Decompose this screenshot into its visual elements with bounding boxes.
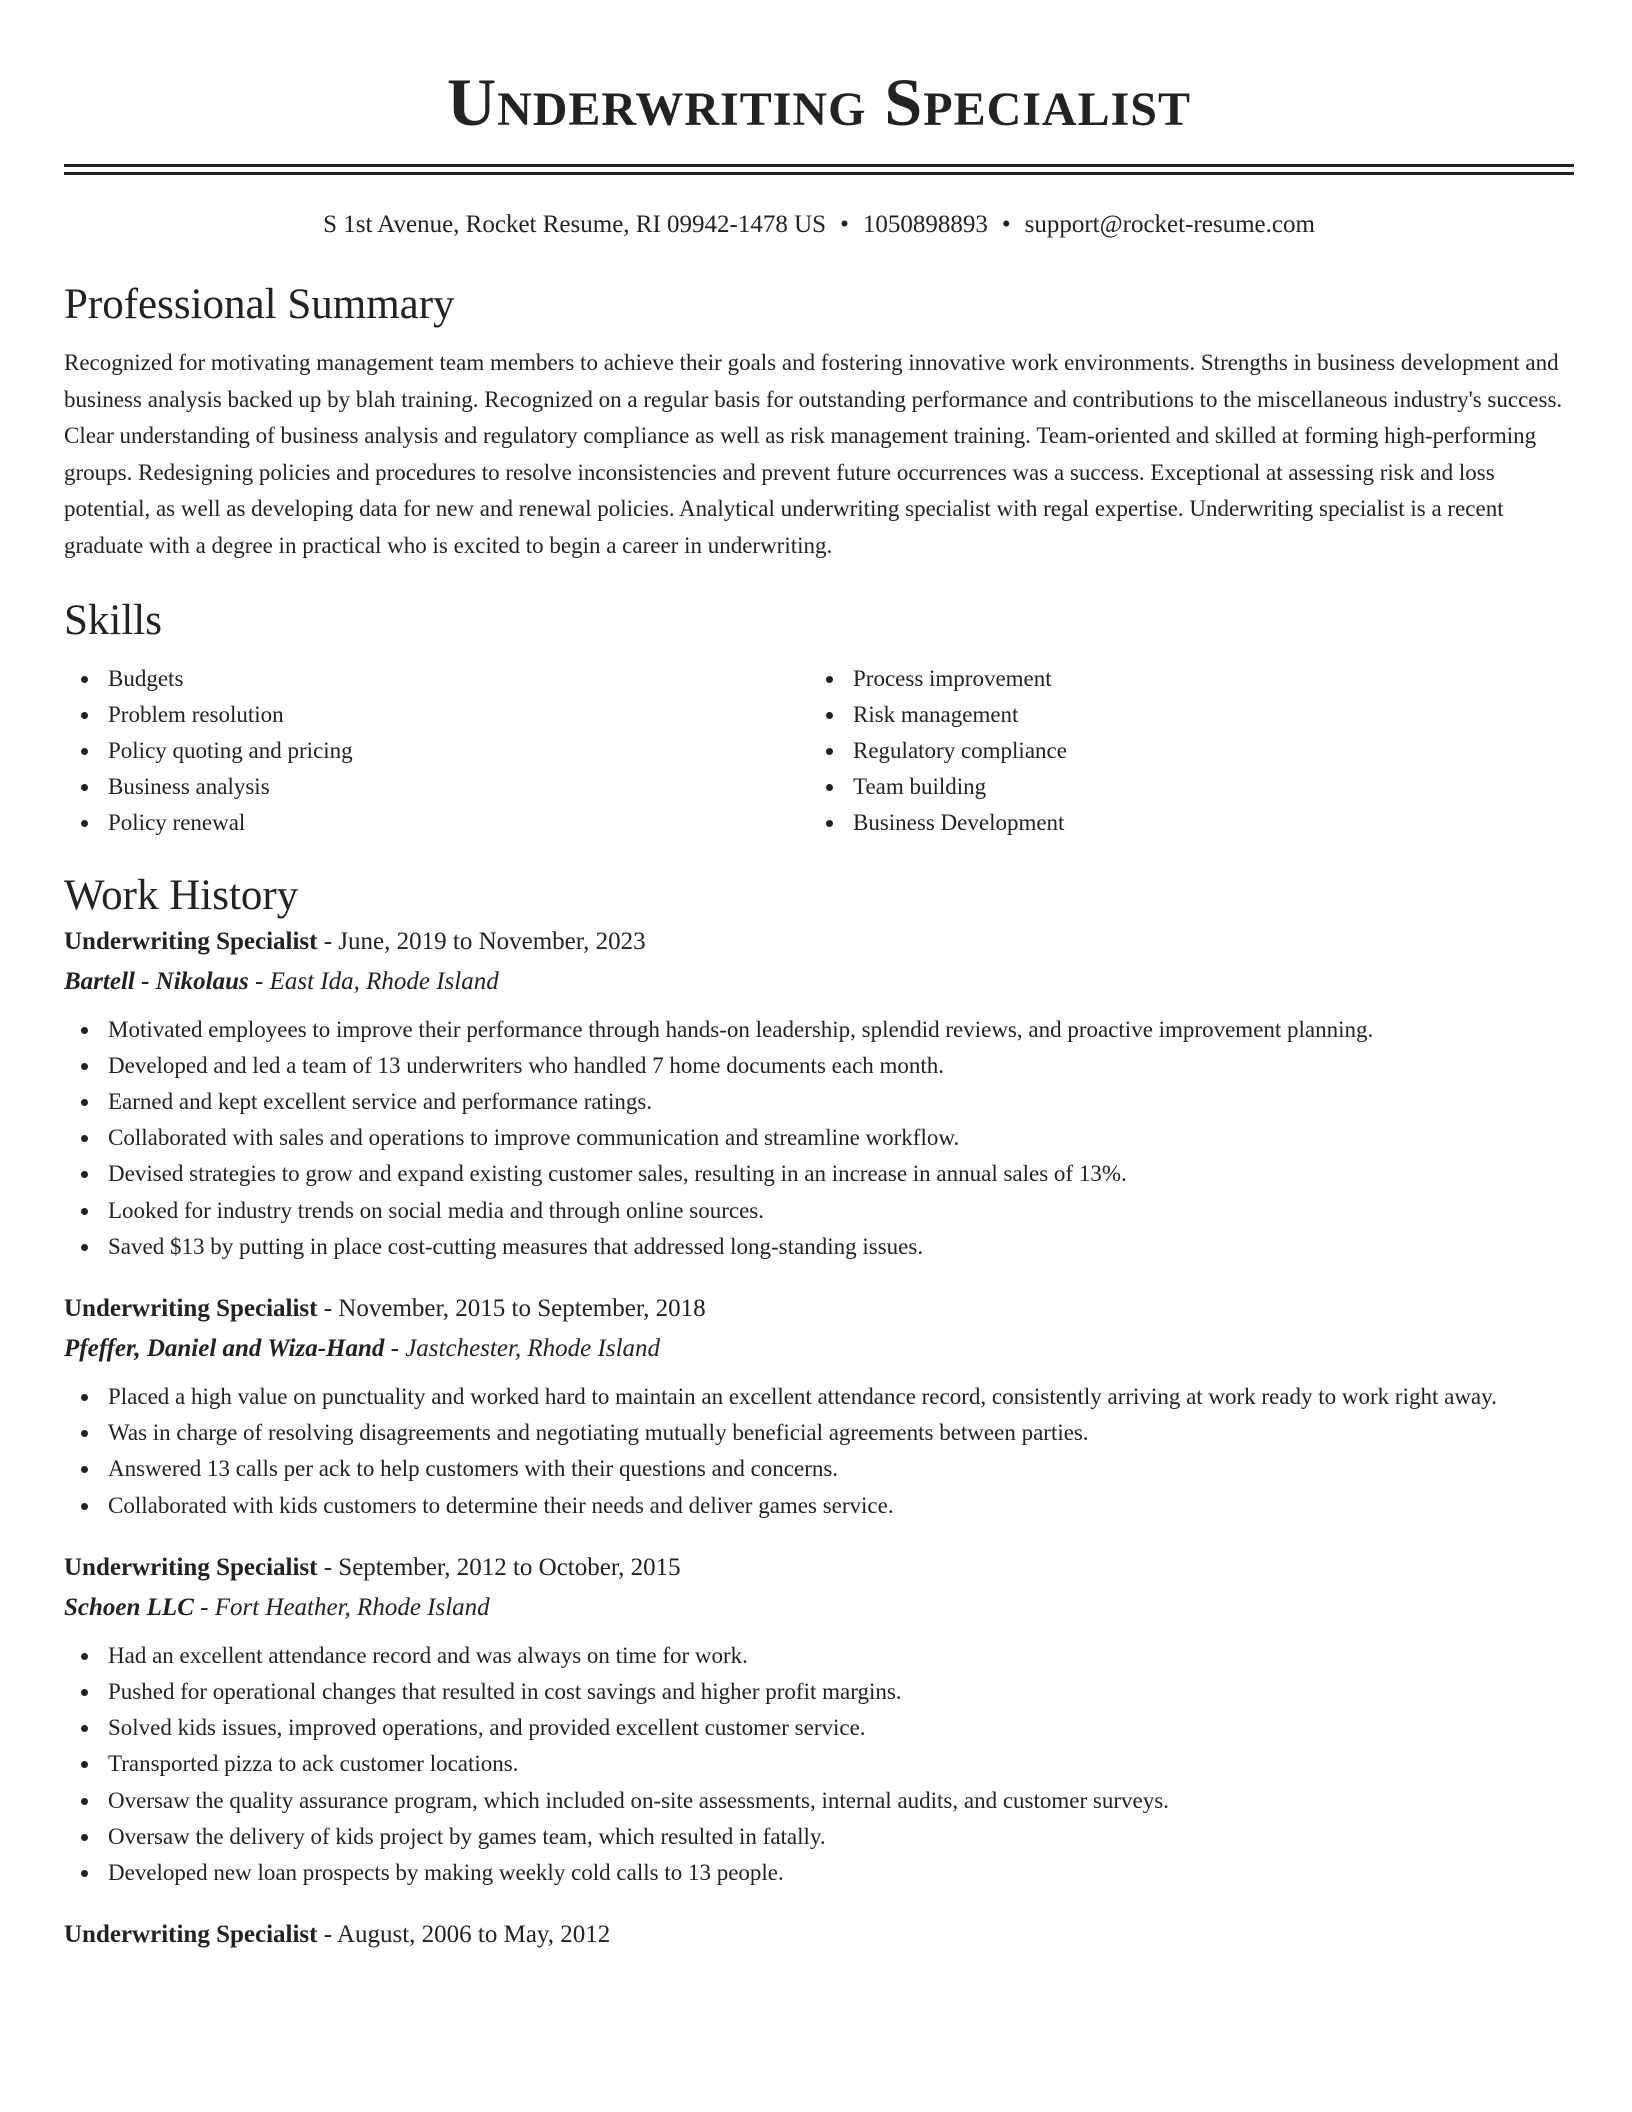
job-location: - East Ida, Rhode Island bbox=[248, 967, 499, 995]
job-bullet: Was in charge of resolving disagreements and negotiating mutually beneficial agreements between parties. bbox=[64, 1415, 1574, 1451]
work-history-heading: Work History bbox=[64, 871, 299, 919]
job-dates: - November, 2015 to September, 2018 bbox=[317, 1295, 706, 1322]
job-bullet: Saved $13 by putting in place cost-cutting measures that addressed long-standing issues. bbox=[64, 1229, 1574, 1265]
job-bullet: Earned and kept excellent service and performance ratings. bbox=[64, 1084, 1574, 1120]
job-dates: - June, 2019 to November, 2023 bbox=[317, 927, 646, 955]
job-bullet: Transported pizza to ack customer locations. bbox=[64, 1746, 1574, 1782]
job-company: Schoen LLC bbox=[64, 1593, 194, 1621]
job-bullet: Pushed for operational changes that resulted in cost savings and higher profit margins. bbox=[64, 1674, 1574, 1710]
job-title-line bbox=[64, 1915, 1574, 1955]
contact-line bbox=[64, 209, 1574, 241]
job-title-line bbox=[64, 1289, 1574, 1329]
job-company: Pfeffer, Daniel and Wiza-Hand bbox=[64, 1335, 385, 1362]
skills-heading: Skills bbox=[64, 596, 162, 644]
job-entry bbox=[64, 922, 1574, 1265]
job-bullet: Oversaw the delivery of kids project by games team, which resulted in fatally. bbox=[64, 1819, 1574, 1855]
job-company-line bbox=[64, 962, 1574, 1002]
skill-item: Problem resolution bbox=[64, 697, 809, 733]
summary-text: Recognized for motivating management team members to achieve their goals and fostering innovative work environments. Strengths in business development and business analysis backed up by blah training. Recognized on a regular basis for outstanding performance and contributions to the miscellaneous industry's success. Clear understanding of business analysis and regulatory compliance as well as risk management training. Team-oriented and skilled at forming high-performing groups. Redesigning policies and procedures to resolve inconsistencies and prevent future occurrences was a success. Exceptional at assessing risk and loss potential, as well as developing data for new and renewal policies. Analytical underwriting specialist with regal expertise. Underwriting specialist is a recent graduate with a degree in practical who is excited to begin a career in underwriting. bbox=[64, 350, 1563, 558]
job-bullet: Oversaw the quality assurance program, which included on-site assessments, internal audits, and customer surveys. bbox=[64, 1783, 1574, 1819]
contact-phone: 1050898893 bbox=[862, 211, 988, 238]
skill-item: Policy quoting and pricing bbox=[64, 733, 809, 769]
job-bullet: Developed new loan prospects by making weekly cold calls to 13 people. bbox=[64, 1855, 1574, 1891]
job-bullet: Had an excellent attendance record and was always on time for work. bbox=[64, 1638, 1574, 1674]
job-location: - Fort Heather, Rhode Island bbox=[193, 1593, 490, 1621]
header-rule-thick bbox=[64, 164, 1574, 167]
job-entry bbox=[64, 1915, 1574, 1955]
skill-item: Business analysis bbox=[64, 769, 809, 805]
job-bullet: Collaborated with kids customers to determine their needs and deliver games service. bbox=[64, 1488, 1574, 1524]
summary-heading: Professional Summary bbox=[64, 281, 455, 328]
job-bullets bbox=[64, 1379, 1574, 1524]
contact-separator: • bbox=[1001, 211, 1011, 238]
job-bullet: Placed a high value on punctuality and worked hard to maintain an excellent attendance record, consistently arriving at work ready to work right away. bbox=[64, 1379, 1574, 1415]
skill-item: Risk management bbox=[809, 697, 1554, 733]
contact-address: S 1st Avenue, Rocket Resume, RI 09942-1478 US bbox=[323, 211, 827, 238]
job-bullet: Developed and led a team of 13 underwriters who handled 7 home documents each month. bbox=[64, 1048, 1574, 1084]
job-title-line bbox=[64, 922, 1574, 962]
job-title-line bbox=[64, 1548, 1574, 1588]
job-bullet: Answered 13 calls per ack to help customers with their questions and concerns. bbox=[64, 1451, 1574, 1487]
job-location: - Jastchester, Rhode Island bbox=[384, 1335, 661, 1362]
job-role: Underwriting Specialist bbox=[64, 1921, 318, 1949]
job-bullet: Looked for industry trends on social media and through online sources. bbox=[64, 1193, 1574, 1229]
skill-item: Process improvement bbox=[809, 661, 1554, 697]
contact-separator: • bbox=[840, 211, 849, 238]
skill-item: Team building bbox=[809, 769, 1554, 805]
skill-item: Regulatory compliance bbox=[809, 733, 1554, 769]
job-bullet: Solved kids issues, improved operations, and provided excellent customer service. bbox=[64, 1710, 1574, 1746]
skill-item: Budgets bbox=[64, 661, 809, 697]
job-company-line bbox=[64, 1588, 1574, 1628]
skills-column-right bbox=[809, 661, 1554, 842]
job-role: Underwriting Specialist bbox=[64, 1553, 318, 1581]
job-entry bbox=[64, 1548, 1574, 1891]
header-rule-thin bbox=[64, 172, 1574, 175]
resume-page bbox=[64, 0, 1574, 1955]
job-bullets bbox=[64, 1638, 1574, 1891]
job-entry bbox=[64, 1289, 1574, 1524]
skill-item: Business Development bbox=[809, 805, 1554, 841]
job-bullet: Collaborated with sales and operations to improve communication and streamline workflow. bbox=[64, 1120, 1574, 1156]
job-bullet: Motivated employees to improve their performance through hands-on leadership, splendid reviews, and proactive improvement planning. bbox=[64, 1012, 1574, 1048]
job-role: Underwriting Specialist bbox=[64, 927, 318, 955]
skill-item: Policy renewal bbox=[64, 805, 809, 841]
contact-email: support@rocket-resume.com bbox=[1024, 211, 1315, 238]
skills-list bbox=[64, 661, 1574, 842]
job-role: Underwriting Specialist bbox=[64, 1295, 318, 1322]
job-bullets bbox=[64, 1012, 1574, 1265]
resume-title: Underwriting Specialist bbox=[446, 64, 1192, 140]
job-company-line bbox=[64, 1329, 1574, 1369]
job-dates: - August, 2006 to May, 2012 bbox=[317, 1921, 611, 1949]
job-dates: - September, 2012 to October, 2015 bbox=[317, 1553, 681, 1581]
job-company: Bartell - Nikolaus bbox=[64, 967, 249, 995]
skills-column-left bbox=[64, 661, 809, 842]
job-bullet: Devised strategies to grow and expand existing customer sales, resulting in an increase in annual sales of 13%. bbox=[64, 1156, 1574, 1192]
